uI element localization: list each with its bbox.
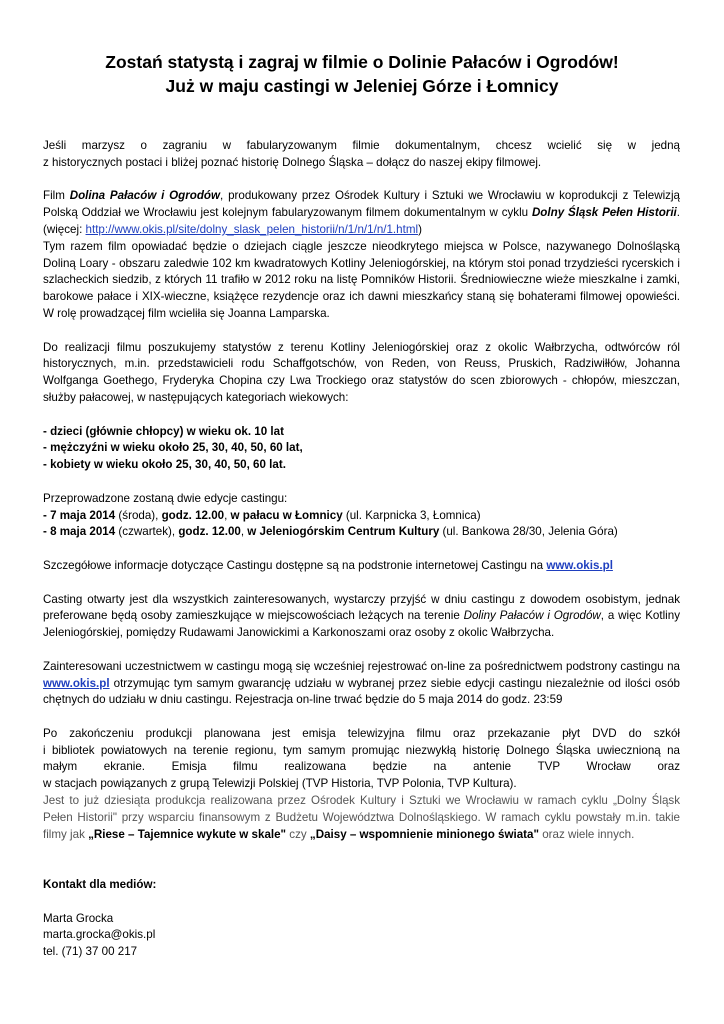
contact-heading: Kontakt dla mediów: xyxy=(43,878,157,892)
intro-line-1: Jeśli marzysz o zagraniu w fabularyzowanym filmie dokumentalnym, chcesz wcielić się w jedną xyxy=(43,139,680,152)
spacer xyxy=(43,860,680,877)
document-body xyxy=(43,138,680,978)
contact-details xyxy=(43,911,680,961)
extras-paragraph: Do realizacji filmu poszukujemy statystów z terenu Kotliny Jeleniogórskiej oraz z okolic Wałbrzycha, odtwórców ról historycznych, m.in. przedstawicieli rodu Schaffgotschów, von Reden, von Reuss, Pruskich, Radziwiłłów, Johanna Wolfganga Goethego, Fryderyka Chopina czy Lwa Trockiego oraz statystów do scen zbiorowych - chłopów, mieszczan, służby pałacowej, w następujących kategoriach wiekowych: xyxy=(43,340,680,404)
series-info xyxy=(43,793,680,843)
registration-text-1: Zainteresowani uczestnictwem w castingu mogą się wcześniej rejestrować on-line za pośrednictwem podstrony castingu na xyxy=(43,659,680,673)
film-title: Dolina Pałaców i Ogrodów xyxy=(69,189,221,203)
casting-intro: Przeprowadzone zostaną dwie edycje castingu: xyxy=(43,491,288,505)
title-line-1: Zostań statystą i zagraj w filmie o Dolinie Pałaców i Ogrodów! xyxy=(105,52,619,72)
casting-time: godz. 12.00 xyxy=(161,508,225,522)
film-description: Tym razem film opowiadać będzie o dziejach ciągle jeszcze nieodkrytego miejsca w Polsce, nazywanego Dolnośląską Doliną Loary - obszaru zaledwie 102 km kwadratowych Kotliny Jeleniogórskiej, na którym stoi ponad trzydzieści rycerskich i szlacheckich siedzib, z których 11 trafiło w 2012 roku na listę Pomników Historii. Średniowieczne wieże mieszkalne i zamki, barokowe pałace i XIX-wieczne, książęce rezydencje oraz ich dawni mieszkańcy staną się bohaterami filmowej opowieści. W rolę prowadzącej film wcieliła się Joanna Lamparska. xyxy=(43,239,680,320)
contact-name: Marta Grocka xyxy=(43,911,114,925)
film-text-2: , produkowany przez Ośrodek Kultury i Sztuki we Wrocławiu w koprodukcji z Telewizją Polską Oddział we Wrocławiu jest kolejnym fabularyzowanym filmem dokumentalnym w cyklu xyxy=(43,189,680,220)
series-film-1: „Riese – Tajemnice wykute w skale" xyxy=(88,827,287,841)
contact-phone: tel. (71) 37 00 217 xyxy=(43,945,138,959)
open-casting-paragraph xyxy=(43,592,680,642)
series-info-text-1: Jest to już dziesiąta produkcja realizowana przez Ośrodek Kultury i Sztuki we Wrocławiu w ramach cyklu „Dolny Śląsk Pełen Historii" przy wsparciu finansowym z Budżetu Województwa Dolnośląskiego. W ramach cyklu powstały m.in. takie filmy jak xyxy=(43,794,680,841)
distribution-paragraph xyxy=(43,726,680,844)
film-paragraph xyxy=(43,188,680,322)
details-text: Szczegółowe informacje dotyczące Castingu dostępne są na podstronie internetowej Castingu na xyxy=(43,558,547,572)
casting-date: - 8 maja 2014 xyxy=(43,525,116,539)
open-text-1: Casting otwarty jest dla wszystkich zainteresowanych, wystarczy przyjść w dniu castingu z dowodem osobistym, jednak preferowane będą osoby zamieszkujące w miejscowościach leżących na terenie xyxy=(43,592,680,623)
okis-link[interactable]: www.okis.pl xyxy=(546,558,613,572)
casting-place: w pałacu w Łomnicy xyxy=(230,508,343,522)
film-text-3: . (więcej: xyxy=(43,206,680,236)
open-film-title: Doliny Pałaców i Ogrodów xyxy=(463,609,601,623)
casting-date: - 7 maja 2014 xyxy=(43,508,116,522)
details-paragraph xyxy=(43,558,680,575)
contact-email[interactable]: marta.grocka@okis.pl xyxy=(43,928,156,942)
casting-time: godz. 12.00 xyxy=(178,525,241,539)
series-info-text-3: oraz wiele innych. xyxy=(538,827,635,841)
casting-schedule xyxy=(43,491,680,541)
page-title xyxy=(40,50,684,98)
registration-text-2: otrzymując tym samym gwarancję udziału w wybranej przez siebie edycji castingu niezależnie od ilości osób chętnych do udziału w dniu castingu. Rejestracja on-line trwać będzie do 5 maja 2014 do godz. 23:59 xyxy=(43,676,680,707)
age-categories xyxy=(43,424,680,474)
category-item: - kobiety w wieku około 25, 30, 40, 50, 60 lat. xyxy=(43,458,286,472)
after-line-4: w stacjach powiązanych z grupą Telewizji Polskiej (TVP Historia, TVP Polonia, TVP Kultura). xyxy=(43,777,517,791)
casting-sep: , xyxy=(224,508,231,522)
media-contact xyxy=(43,877,680,894)
intro-line-2: z historycznych postaci i bliżej poznać historię Dolnego Śląska – dołącz do naszej ekipy filmowej. xyxy=(43,155,542,169)
series-title: Dolny Śląsk Pełen Historii xyxy=(531,206,677,220)
category-item: - dzieci (głównie chłopcy) w wieku ok. 10 lat xyxy=(43,424,284,438)
film-text-1: Film xyxy=(43,189,70,203)
series-link[interactable]: http://www.okis.pl/site/dolny_slask_pelen_historii/n/1/n/1/n/1.html xyxy=(85,222,419,236)
series-info-text-2: czy xyxy=(286,827,310,841)
film-text-4: ) xyxy=(418,222,422,236)
casting-address: (ul. Karpnicka 3, Łomnica) xyxy=(342,508,481,522)
casting-day: (czwartek), xyxy=(115,525,179,539)
casting-address: (ul. Bankowa 28/30, Jelenia Góra) xyxy=(439,525,618,539)
series-film-2: „Daisy – wspomnienie minionego świata" xyxy=(309,827,539,841)
casting-item xyxy=(43,508,680,525)
open-text-2: , a więc Kotliny Jeleniogórskiej, pomiędzy Rudawami Janowickimi a Karkonoszami oraz osoby z okolic Wałbrzycha. xyxy=(43,609,680,640)
intro-paragraph xyxy=(43,138,680,172)
casting-sep: , xyxy=(240,525,248,539)
casting-item xyxy=(43,524,680,541)
registration-paragraph xyxy=(43,659,680,709)
after-line-2: i bibliotek powiatowych na terenie regionu, tym samym promując niezwykłą historię Dolnego Śląska uwiecznioną na xyxy=(43,743,680,757)
registration-link[interactable]: www.okis.pl xyxy=(43,676,110,690)
casting-place: w Jeleniogórskim Centrum Kultury xyxy=(247,525,440,539)
after-line-3: małym ekranie. Emisja filmu realizowana będzie na antenie TVP Wrocław oraz xyxy=(43,760,680,774)
casting-day: (środa), xyxy=(115,508,162,522)
title-line-2: Już w maju castingi w Jeleniej Górze i Łomnicy xyxy=(165,76,559,96)
category-item: - mężczyźni w wieku około 25, 30, 40, 50, 60 lat, xyxy=(43,441,303,455)
after-line-1: Po zakończeniu produkcji planowana jest emisja telewizyjna filmu oraz przekazanie płyt DVD do szkół xyxy=(43,726,680,740)
